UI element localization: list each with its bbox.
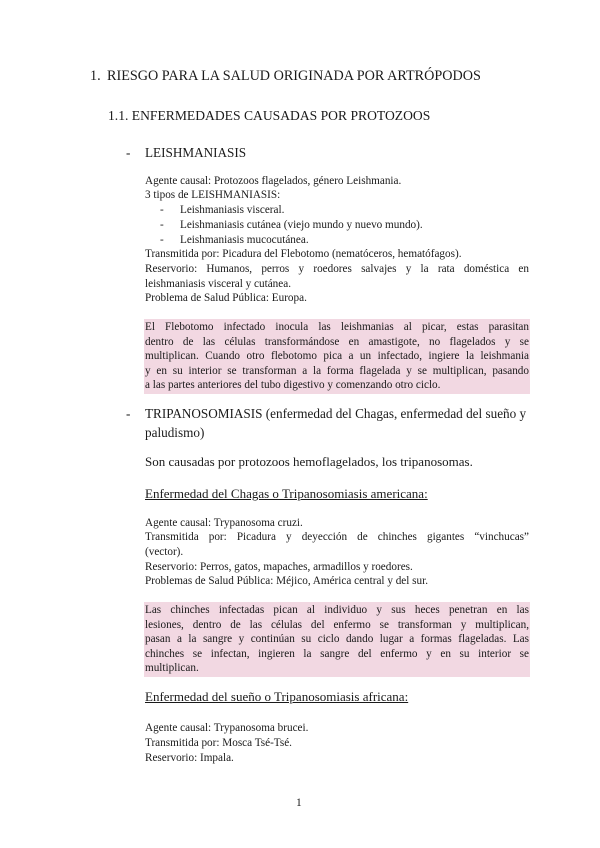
leish-reservoir-line: leishmaniasis visceral y cutánea. <box>145 277 292 290</box>
leish-type-item: Leishmaniasis visceral. <box>180 204 285 216</box>
chagas-problem: Problemas de Salud Pública: Méjico, América central y del sur. <box>145 575 429 587</box>
leish-cycle-paragraph <box>145 320 529 393</box>
chagas-title: Enfermedad del Chagas o Tripanosomiasis americana: <box>145 486 428 501</box>
chagas-transmission-line: Transmitida por: Picadura y deyección de chinches gigantes “vinchucas” <box>145 531 529 543</box>
leish-type-dash: - <box>160 204 164 216</box>
leish-type-dash: - <box>160 234 164 246</box>
heading-2: 1.1. ENFERMEDADES CAUSADAS POR PROTOZOOS <box>108 108 431 123</box>
chagas-cycle-line: lesiones, dentro de las células del enfermo se transforman y multiplican, <box>145 618 529 631</box>
chagas-reservoir: Reservorio: Perros, gatos, mapaches, armadillos y roedores. <box>145 561 413 573</box>
heading-1-text: RIESGO PARA LA SALUD ORIGINADA POR ARTRÓPODOS <box>107 68 481 84</box>
leish-problem: Problema de Salud Pública: Europa. <box>145 292 307 304</box>
sleep-title: Enfermedad del sueño o Tripanosomiasis africana: <box>145 689 409 704</box>
chagas-cycle-line: chinches se infectan, ingieren la sangre del enfermo y en su interior se <box>145 647 529 660</box>
leish-reservoir <box>145 262 529 291</box>
chagas-cycle-line: pasan a la sangre y continúan su ciclo dando lugar a formas flageladas. Las <box>145 633 529 646</box>
leish-transmission: Transmitida por: Picadura del Flebotomo (nematóceros, hematófagos). <box>145 248 462 260</box>
sleep-agent: Agente causal: Trypanosoma brucei. <box>145 722 309 734</box>
leish-cycle-line: y en su interior se transforman a la forma flagelada y se multiplican, pasando <box>145 364 529 377</box>
leish-cycle-line: a las partes anteriores del tubo digestivo y comenzando otro ciclo. <box>145 379 441 392</box>
chagas-cycle-line: multiplican. <box>145 662 199 675</box>
leish-type-dash: - <box>160 219 164 231</box>
tripa-intro: Son causadas por protozoos hemoflagelados, los tripanosomas. <box>145 454 473 469</box>
chagas-transmission-line: (vector). <box>145 545 184 558</box>
bullet-dash: - <box>126 406 131 421</box>
chagas-agent: Agente causal: Trypanosoma cruzi. <box>145 517 303 529</box>
leish-type-item: Leishmaniasis cutánea (viejo mundo y nuevo mundo). <box>180 219 423 231</box>
leish-types-intro: 3 tipos de LEISHMANIASIS: <box>145 189 281 201</box>
leish-cycle-line: El Flebotomo infectado inocula las leishmanias al picar, estas parasitan <box>145 321 529 333</box>
leish-cycle-line: dentro de las células transformándose en amastigote, no flagelados y se <box>145 335 529 348</box>
page-number: 1 <box>296 797 302 809</box>
chagas-transmission <box>145 530 529 559</box>
section-title-leishmaniasis: LEISHMANIASIS <box>145 145 247 160</box>
leish-reservoir-line: Reservorio: Humanos, perros y roedores salvajes y la rata doméstica en <box>145 263 529 275</box>
chagas-cycle-line: Las chinches infectadas pican al individuo y sus heces penetran en las <box>145 604 529 616</box>
section-title-tripanosomiasis: TRIPANOSOMIASIS (enfermedad del Chagas, enfermedad del sueño y <box>145 406 527 421</box>
chagas-cycle-paragraph <box>145 603 529 676</box>
leish-cycle-line: multiplican. Cuando otro flebotomo pica a un infectado, ingiere la leishmania <box>145 350 529 363</box>
sleep-reservoir: Reservorio: Impala. <box>145 752 234 764</box>
leish-agent: Agente causal: Protozoos flagelados, género Leishmania. <box>145 175 402 187</box>
leish-type-item: Leishmaniasis mucocutánea. <box>180 234 309 246</box>
sleep-transmission: Transmitida por: Mosca Tsé-Tsé. <box>145 737 292 749</box>
bullet-dash: - <box>126 145 131 160</box>
heading-1-number: 1. <box>90 68 101 84</box>
section-title-tripanosomiasis-cont: paludismo) <box>145 425 205 440</box>
